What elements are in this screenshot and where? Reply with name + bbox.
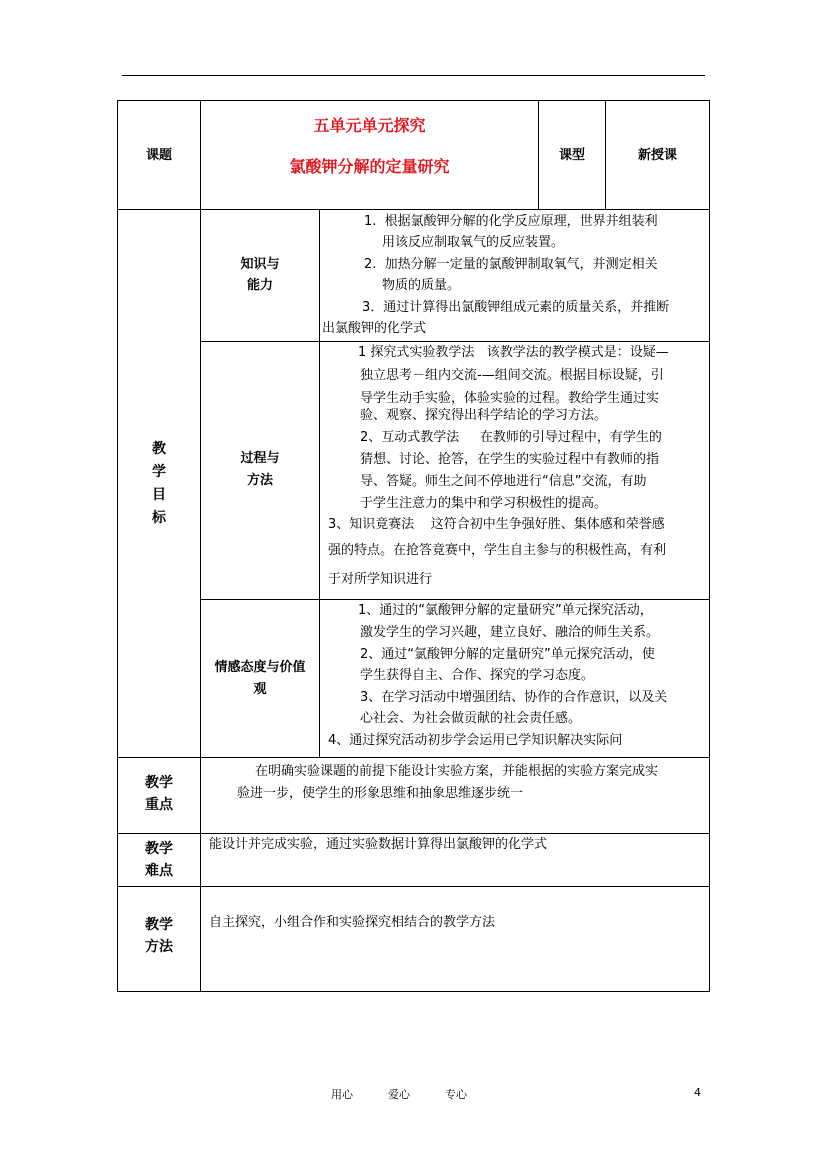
difficulty-label-line: 教学 <box>145 841 173 857</box>
title-line-2: 氯酸钾分解的定量研究 <box>289 157 450 176</box>
focus-label <box>118 772 200 816</box>
process-item: 验、观察、探究得出科学结论的学习方法。 <box>360 408 608 423</box>
process-item: 于对所学知识进行 <box>328 572 433 587</box>
method-label <box>118 914 200 958</box>
footer-text-3: 专心 <box>445 1088 467 1101</box>
process-item: 导学生动手实验，体验实验的过程。教给学生通过实 <box>360 391 660 406</box>
knowledge-label-line: 知识与 <box>240 257 280 272</box>
attitude-item: 4、通过探究活动初步学会运用已学知识解决实际问 <box>328 733 623 748</box>
attitude-content <box>320 599 709 757</box>
type-label: 课型 <box>558 147 585 163</box>
top-rule <box>122 75 705 76</box>
attitude-label-line: 情感态度与价值 <box>214 660 306 675</box>
process-item: 2、互动式教学法 在教师的引导过程中，有学生的 <box>360 430 662 445</box>
method-label-line: 方法 <box>145 939 173 955</box>
attitude-item: 激发学生的学习兴趣，建立良好、融洽的师生关系。 <box>360 625 660 640</box>
attitude-item: 1、通过的“氯酸钾分解的定量研究”单元探究活动， <box>358 603 653 618</box>
focus-label-line: 教学 <box>145 775 173 791</box>
process-item: 独立思考－组内交流-—组间交流。根据目标设疑，引 <box>360 368 664 383</box>
difficulty-label-line: 难点 <box>145 863 173 879</box>
attitude-label <box>201 657 319 701</box>
knowledge-item: 物质的质量。 <box>382 278 461 293</box>
footer-text-1: 用心 <box>331 1088 353 1101</box>
knowledge-label <box>201 254 319 296</box>
goals-label-char: 教 <box>152 441 166 457</box>
process-item: 3、知识竟赛法 这符合初中生争强好胜、集体感和荣誉感 <box>328 517 665 532</box>
process-item: 1 探究式实验教学法 该教学法的教学模式是：设疑— <box>358 345 669 360</box>
knowledge-label-line: 能力 <box>246 278 273 293</box>
method-label-line: 教学 <box>145 917 173 933</box>
attitude-item: 心社会、为社会做贡献的社会责任感。 <box>360 711 582 726</box>
goals-label-char: 学 <box>152 464 166 480</box>
goals-label-char: 目 <box>152 487 166 503</box>
process-item: 强的特点。在抢答竟赛中，学生自主参与的积极性高，有利 <box>328 543 667 558</box>
process-item: 于学生注意力的集中和学习积极性的提高。 <box>360 496 608 511</box>
process-label-line: 过程与 <box>240 451 280 466</box>
attitude-item: 3、在学习活动中增强团结、协作的合作意识，以及关 <box>360 690 668 705</box>
knowledge-item: 1. 根据氯酸钾分解的化学反应原理，世界并组装利 <box>364 214 658 229</box>
knowledge-item: 出氯酸钾的化学式 <box>322 321 427 336</box>
focus-line: 在明确实验课题的前提下能设计实验方案，并能根据的实验方案完成实 <box>255 764 659 779</box>
title-line-1: 五单元单元探究 <box>313 116 426 135</box>
page-number: 4 <box>694 1086 701 1099</box>
attitude-item: 学生获得自主、合作、探究的学习态度。 <box>360 668 595 683</box>
knowledge-item: 2. 加热分解一定量的氯酸钾制取氧气，并测定相关 <box>364 257 658 272</box>
type-value: 新授课 <box>637 147 677 163</box>
knowledge-item: 3．通过计算得出氯酸钾组成元素的质量关系，并推断 <box>362 300 670 315</box>
process-label <box>201 448 319 492</box>
goals-label <box>118 438 200 530</box>
lesson-title <box>201 101 538 209</box>
course-label: 课题 <box>145 147 172 163</box>
difficulty-label <box>118 838 200 882</box>
process-item: 导、答疑。师生之间不停地进行“信息”交流，有助 <box>360 474 647 489</box>
knowledge-item: 用该反应制取氧气的反应装置。 <box>382 235 565 250</box>
process-item: 猜想、讨论、抢答，在学生的实验过程中有教师的指 <box>360 452 660 467</box>
focus-line: 验进一步，使学生的形象思维和抽象思维逐步统一 <box>237 786 524 801</box>
method-content: 自主探究，小组合作和实验探究相结合的教学方法 <box>209 915 496 930</box>
goals-label-char: 标 <box>152 510 166 526</box>
footer-text-2: 爱心 <box>388 1088 410 1101</box>
attitude-label-line: 观 <box>253 682 267 697</box>
attitude-item: 2、通过“氯酸钾分解的定量研究”单元探究活动，使 <box>360 647 655 662</box>
process-content <box>320 341 709 599</box>
focus-label-line: 重点 <box>145 797 173 813</box>
difficulty-content: 能设计并完成实验，通过实验数据计算得出氯酸钾的化学式 <box>209 837 548 852</box>
knowledge-content <box>320 209 709 341</box>
process-label-line: 方法 <box>246 473 273 488</box>
focus-content <box>201 758 709 833</box>
